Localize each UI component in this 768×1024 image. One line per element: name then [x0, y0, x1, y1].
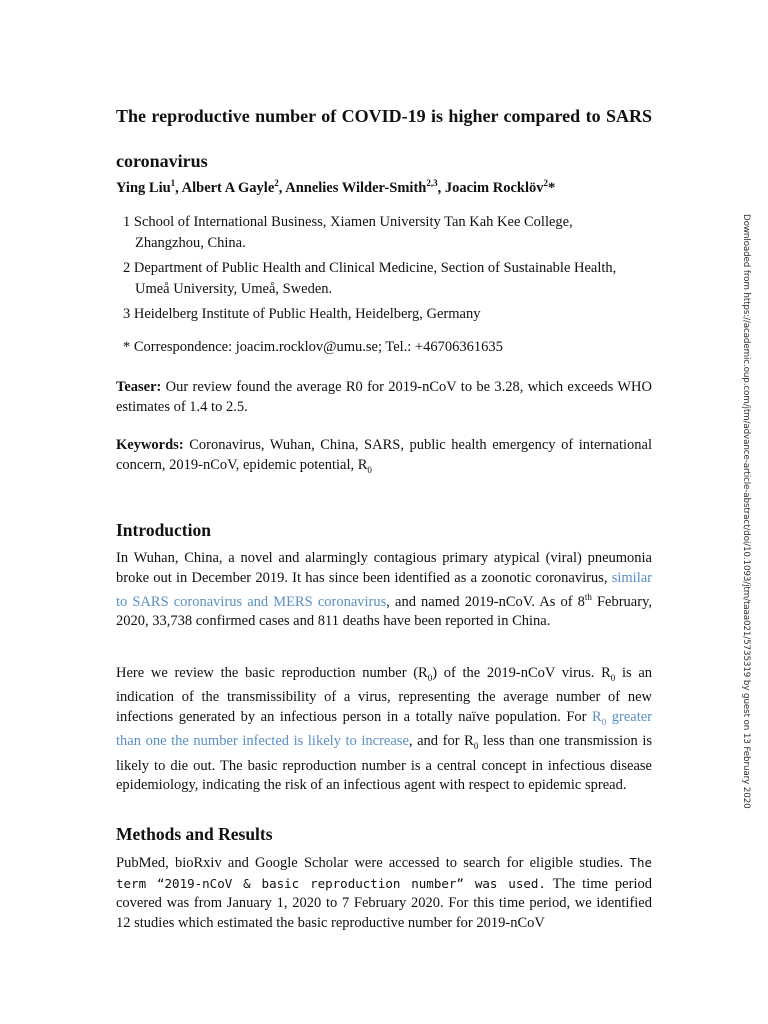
author-name: Annelies Wilder-Smith: [285, 179, 427, 196]
body-text: , and for R: [408, 733, 474, 750]
introduction-heading: Introduction: [116, 520, 211, 540]
body-text: The time period covered was from January 1, 2020 to 7 February 2020. For this time period, we identified 12 studies which estimated the basic reproductive number for 2019-nCoV: [116, 875, 652, 931]
keywords-label: Keywords:: [116, 437, 184, 453]
affiliation-item: [123, 258, 663, 300]
affiliation-item: [123, 304, 663, 325]
introduction-paragraph-1: [116, 549, 652, 632]
subscript-zero: 0: [610, 672, 616, 683]
author-name: Albert A Gayle: [181, 179, 275, 196]
body-text: , and named 2019-nCoV. As of 8: [386, 593, 585, 610]
teaser-paragraph: [116, 378, 652, 417]
subscript-zero: 0: [367, 464, 372, 475]
search-term-text: The term “2019-nCoV & basic reproduction number” was used.: [116, 855, 652, 891]
affiliation-line: 2 Department of Public Health and Clinical Medicine, Section of Sustainable Health,: [123, 260, 617, 276]
keywords-text: Coronavirus, Wuhan, China, SARS, public health emergency of international concern, 2019-nCoV, epidemic potential, R: [116, 437, 652, 473]
methods-heading: Methods and Results: [116, 824, 273, 844]
affiliation-line: Zhangzhou, China.: [135, 235, 246, 251]
body-text: In Wuhan, China, a novel and alarmingly contagious primary atypical (viral) pneumonia broke out in December 2019. It has since been identified as a zoonotic coronavirus,: [116, 550, 652, 586]
teaser-text: Our review found the average R0 for 2019-nCoV to be 3.28, which exceeds WHO estimates of 1.4 to 2.5.: [116, 379, 652, 415]
reference-link[interactable]: similar to SARS coronavirus and MERS coronavirus: [116, 569, 652, 610]
author-name: Ying Liu: [116, 179, 171, 196]
body-text: less than one transmission is likely to die out. The basic reproduction number is a central concept in infectious disease epidemiology, indicating the risk of an infectious agent with respect to epidemic spread.: [116, 733, 652, 794]
body-text: is an indication of the transmissibility of a virus, representing the average number of new infections generated by an infectious person in a totally naïve population. For: [116, 665, 653, 725]
body-text: PubMed, bioRxiv and Google Scholar were accessed to search for eligible studies.: [116, 855, 630, 871]
subscript-zero: 0: [473, 741, 479, 752]
introduction-paragraph-2: [116, 664, 652, 796]
corresponding-author-mark: *: [548, 179, 556, 196]
body-text: February, 2020, 33,738 confirmed cases and 811 deaths have been reported in China.: [116, 593, 652, 630]
author-affiliation-mark: 2: [543, 178, 549, 188]
superscript: th: [584, 592, 592, 602]
body-text: ) of the 2019-nCoV virus. R: [432, 665, 611, 681]
body-text: Here we review the basic reproduction number (R: [116, 665, 428, 681]
author-affiliation-mark: 1: [170, 178, 176, 188]
affiliation-line: 1 School of International Business, Xiamen University Tan Kah Kee College,: [123, 214, 573, 230]
methods-paragraph-1: [116, 853, 652, 933]
author-affiliation-mark: 2: [274, 178, 279, 188]
subscript-zero[interactable]: 0: [601, 716, 607, 727]
download-watermark: Downloaded from https://academic.oup.com/jtm/advance-article-abstract/doi/10.1093/jtm/taaa021/5735319 by guest on 13 February 2020: [741, 214, 751, 809]
affiliation-line: 3 Heidelberg Institute of Public Health, Heidelberg, Germany: [123, 306, 481, 322]
affiliation-line: Umeå University, Umeå, Sweden.: [135, 281, 333, 297]
reference-link-text[interactable]: greater than one the number infected is likely to increase: [116, 708, 652, 750]
paper-title: The reproductive number of COVID-19 is higher compared to SARS coronavirus: [116, 106, 652, 171]
keywords-paragraph: [116, 436, 652, 480]
subscript-zero: 0: [427, 672, 433, 683]
author-affiliation-mark: 2,3: [426, 178, 438, 188]
affiliation-item: [123, 212, 663, 254]
author-list: Ying Liu$^1$, Albert A Gayle$^2$, Annelies Wilder-Smith$^{2,3}$, Joacim Rocklöv$^2$*: [116, 178, 556, 196]
affiliation-list: [123, 212, 663, 329]
correspondence-line: * Correspondence: joacim.rocklov@umu.se; Tel.: +46706361635: [123, 339, 503, 355]
author-name: Joacim Rocklöv: [444, 179, 544, 196]
reference-link-text[interactable]: R: [592, 708, 602, 725]
teaser-label: Teaser:: [116, 379, 162, 395]
